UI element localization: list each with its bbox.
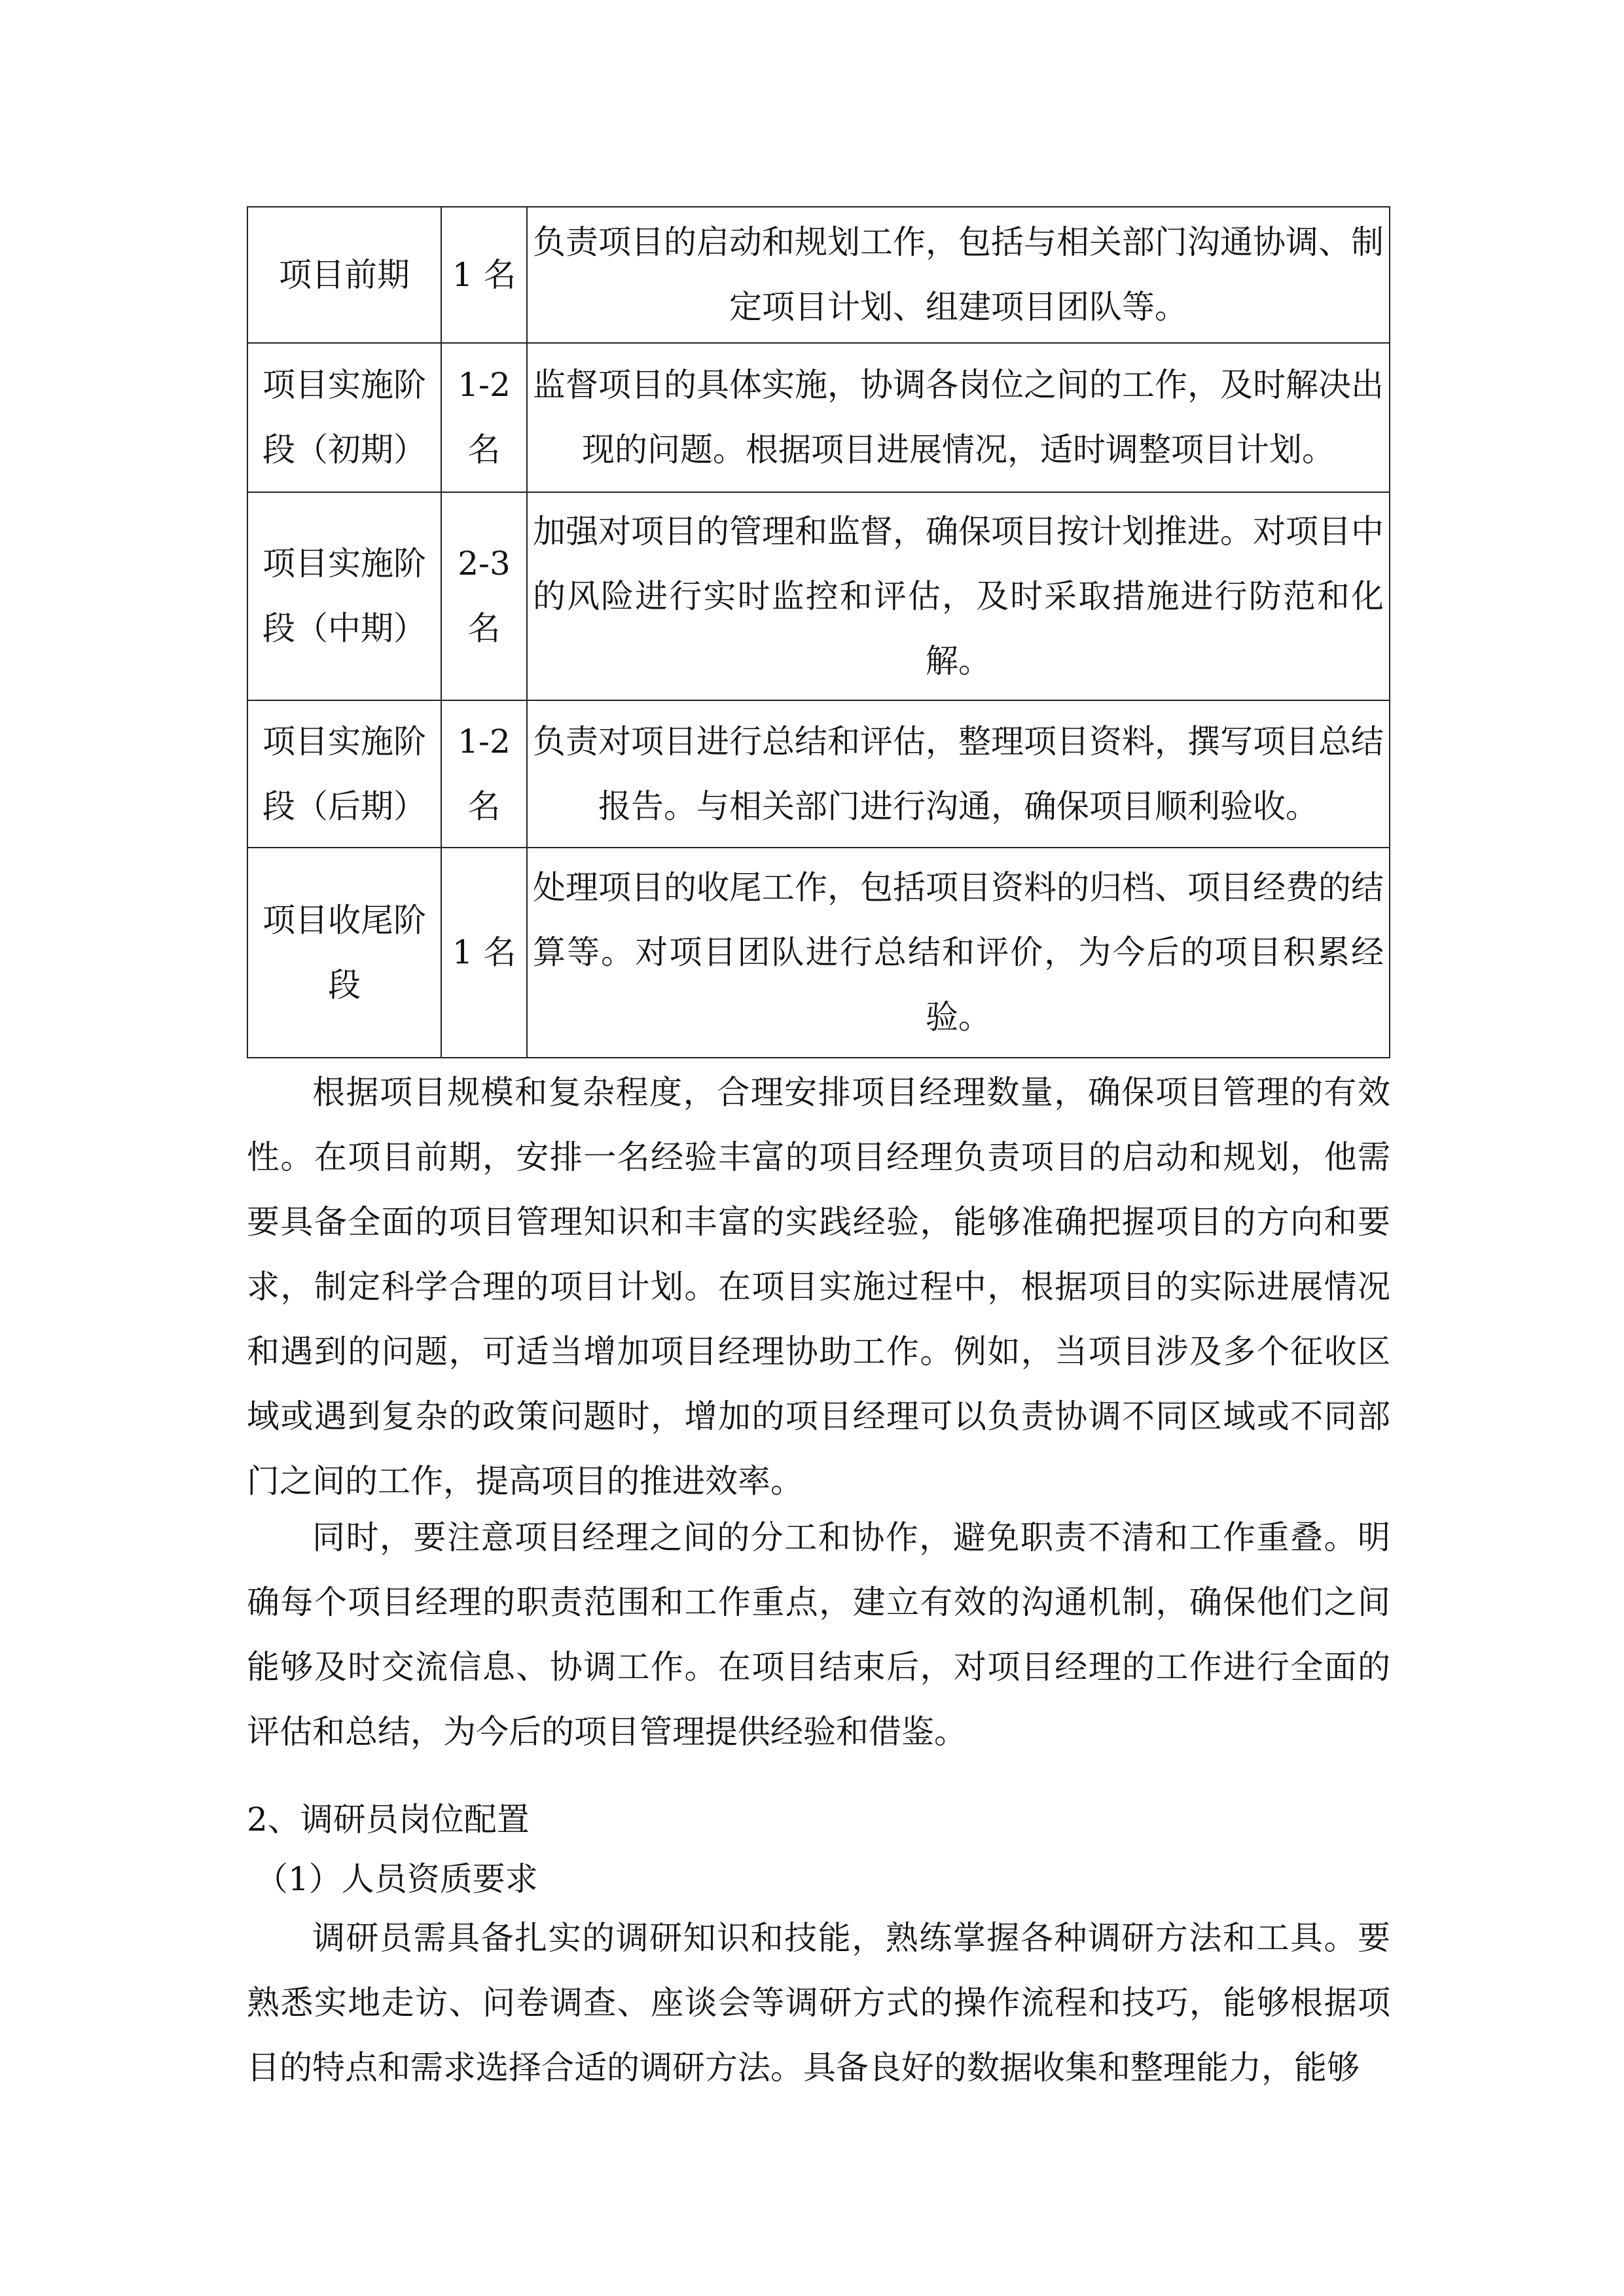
duty-cell: 负责对项目进行总结和评估，整理项目资料，撰写项目总结报告。与相关部门进行沟通，确保项目顺利验收。 [527,700,1390,848]
count-cell: 1-2名 [441,343,527,492]
stage-cell: 项目实施阶段（后期） [247,700,441,848]
table-row [247,343,1390,492]
stage-cell: 项目实施阶段（中期） [247,492,441,700]
count-cell: 1 名 [441,207,527,343]
body-paragraph: 根据项目规模和复杂程度，合理安排项目经理数量，确保项目管理的有效性。在项目前期，安排一名经验丰富的项目经理负责项目的启动和规划，他需要具备全面的项目管理知识和丰富的实践经验，能够准确把握项目的方向和要求，制定科学合理的项目计划。在项目实施过程中，根据项目的实际进展情况和遇到的问题，可适当增加项目经理协助工作。例如，当项目涉及多个征收区域或遇到复杂的政策问题时，增加的项目经理可以负责协调不同区域或不同部门之间的工作，提高项目的推进效率。 [247,1073,1390,1500]
body-paragraph: 调研员需具备扎实的调研知识和技能，熟练掌握各种调研方法和工具。要熟悉实地走访、问卷调查、座谈会等调研方式的操作流程和技巧，能够根据项目的特点和需求选择合适的调研方法。具备良好的数据收集和整理能力，能够 [247,1919,1390,2087]
section-heading: 2、调研员岗位配置 [247,1801,530,1839]
table-row [247,492,1390,700]
duty-cell: 监督项目的具体实施，协调各岗位之间的工作，及时解决出现的问题。根据项目进展情况，适时调整项目计划。 [527,343,1390,492]
stage-cell: 项目收尾阶段 [247,848,441,1058]
body-paragraph: 同时，要注意项目经理之间的分工和协作，避免职责不清和工作重叠。明确每个项目经理的职责范围和工作重点，建立有效的沟通机制，确保他们之间能够及时交流信息、协调工作。在项目结束后，对项目经理的工作进行全面的评估和总结，为今后的项目管理提供经验和借鉴。 [247,1518,1390,1751]
duty-cell: 处理项目的收尾工作，包括项目资料的归档、项目经费的结算等。对项目团队进行总结和评价，为今后的项目积累经验。 [527,848,1390,1058]
table-row [247,207,1390,343]
count-cell: 2-3名 [441,492,527,700]
table-row [247,700,1390,848]
table-row [247,848,1390,1058]
count-cell: 1 名 [441,848,527,1058]
stage-cell: 项目前期 [247,207,441,343]
sub-heading: （1）人员资质要求 [255,1860,538,1898]
stage-cell: 项目实施阶段（初期） [247,343,441,492]
duty-cell: 加强对项目的管理和监督，确保项目按计划推进。对项目中的风险进行实时监控和评估，及时采取措施进行防范和化解。 [527,492,1390,700]
count-cell: 1-2名 [441,700,527,848]
project-manager-staffing-table [247,206,1390,1058]
duty-cell: 负责项目的启动和规划工作，包括与相关部门沟通协调、制定项目计划、组建项目团队等。 [527,207,1390,343]
